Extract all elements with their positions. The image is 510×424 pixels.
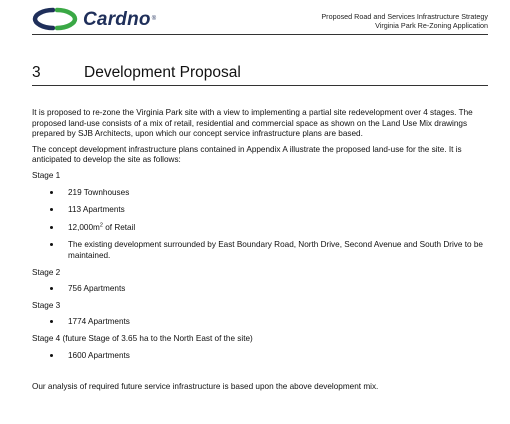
stage-label: Stage 4 (future Stage of 3.65 ha to the North East of the site) — [32, 333, 253, 343]
stage-list — [32, 283, 492, 295]
stage-list — [32, 316, 492, 328]
paragraph: It is proposed to re-zone the Virginia Park site with a view to implementing a partial site redevelopment over 4 stages. The proposed land-use consists of a mix of retail, residential and commercial space as shown on the Land Use Mix drawings prepared by SJB Architects, upon which our concept service infrastructure plans are based. — [32, 108, 473, 139]
section-heading — [32, 64, 488, 86]
header-line-1: Proposed Road and Services Infrastructure Strategy — [321, 12, 488, 21]
stage-label: Stage 3 — [32, 300, 61, 310]
cardno-logo-icon — [32, 6, 78, 32]
stage-label: Stage 1 — [32, 170, 61, 180]
stage-list — [32, 187, 492, 262]
list-item: • 219 Townhouses — [62, 187, 492, 199]
list-item: • 1600 Apartments — [62, 350, 492, 362]
stage-label: Stage 2 — [32, 267, 61, 277]
header-line-2: Virginia Park Re-Zoning Application — [375, 21, 488, 30]
list-item: • 756 Apartments — [62, 283, 492, 295]
paragraph: The concept development infrastructure plans contained in Appendix A illustrate the proposed land-use for the site. It is anticipated to develop the site as follows: — [32, 144, 462, 165]
document-header-title — [321, 12, 488, 30]
section-body — [32, 108, 492, 367]
section-title: Development Proposal — [84, 64, 241, 81]
list-item: • 113 Apartments — [62, 204, 492, 216]
list-item: • The existing development surrounded by East Boundary Road, North Drive, Second Avenue and South Drive to be maintained. — [62, 239, 492, 261]
heading-rule — [32, 85, 488, 86]
closing-paragraph: Our analysis of required future service infrastructure is based upon the above development mix. — [32, 382, 379, 391]
section-number: 3 — [32, 64, 41, 81]
list-item: • 1774 Apartments — [62, 316, 492, 328]
list-item-retail: • $12,000m^2$ of Retail — [62, 222, 492, 234]
logo-registered-mark: ® — [151, 16, 157, 22]
stage-list — [32, 350, 492, 362]
cardno-logo — [32, 6, 156, 32]
header-rule — [32, 34, 488, 35]
logo-text: Cardno — [83, 8, 151, 30]
